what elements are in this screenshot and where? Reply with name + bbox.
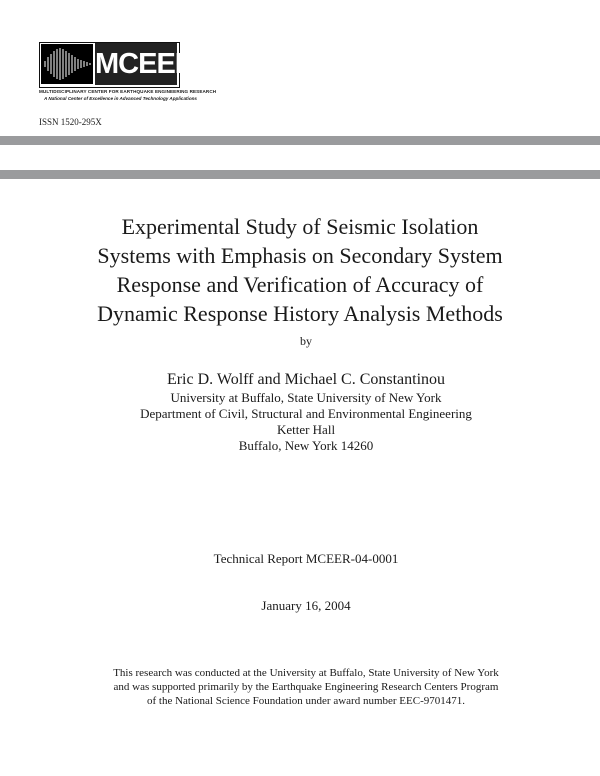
affiliation-line: Buffalo, New York 14260 [238, 438, 374, 453]
header-divider-top [0, 136, 600, 145]
affiliation-line: Department of Civil, Structural and Environmental Engineering [140, 406, 472, 421]
report-title [20, 212, 580, 328]
acknowledgement-line: This research was conducted at the University at Buffalo, State University of New York [113, 667, 499, 679]
mceer-logo [39, 42, 195, 88]
acknowledgement-line: of the National Science Foundation under award number EEC-9701471. [146, 695, 465, 707]
acknowledgement-line: and was supported primarily by the Earthquake Engineering Research Centers Program [113, 681, 499, 693]
title-line: Experimental Study of Seismic Isolation [121, 214, 479, 239]
header-divider-bottom [0, 170, 600, 179]
title-line: Dynamic Response History Analysis Methods [97, 301, 503, 326]
authors: Eric D. Wolff and Michael C. Constantinou [166, 371, 446, 388]
affiliation-line: University at Buffalo, State University of New York [170, 390, 442, 405]
issn-number: ISSN 1520-295X [39, 117, 102, 127]
logo-wordmark: MCEER [95, 43, 177, 85]
title-line: Systems with Emphasis on Secondary System [97, 243, 503, 268]
by-label: by [300, 334, 312, 348]
report-number: Technical Report MCEER-04-0001 [213, 551, 399, 566]
logo-tagline-primary: MULTIDISCIPLINARY CENTER FOR EARTHQUAKE ENGINEERING RESEARCH [39, 89, 217, 94]
title-line: Response and Verification of Accuracy of [116, 272, 484, 297]
affiliation [0, 390, 600, 454]
seismic-wave-icon [41, 44, 93, 84]
acknowledgement [0, 666, 600, 708]
logo-tagline-secondary: A National Center of Excellence in Advanced Technology Applications [44, 96, 197, 101]
affiliation-line: Ketter Hall [276, 422, 336, 437]
report-date: January 16, 2004 [261, 598, 351, 613]
